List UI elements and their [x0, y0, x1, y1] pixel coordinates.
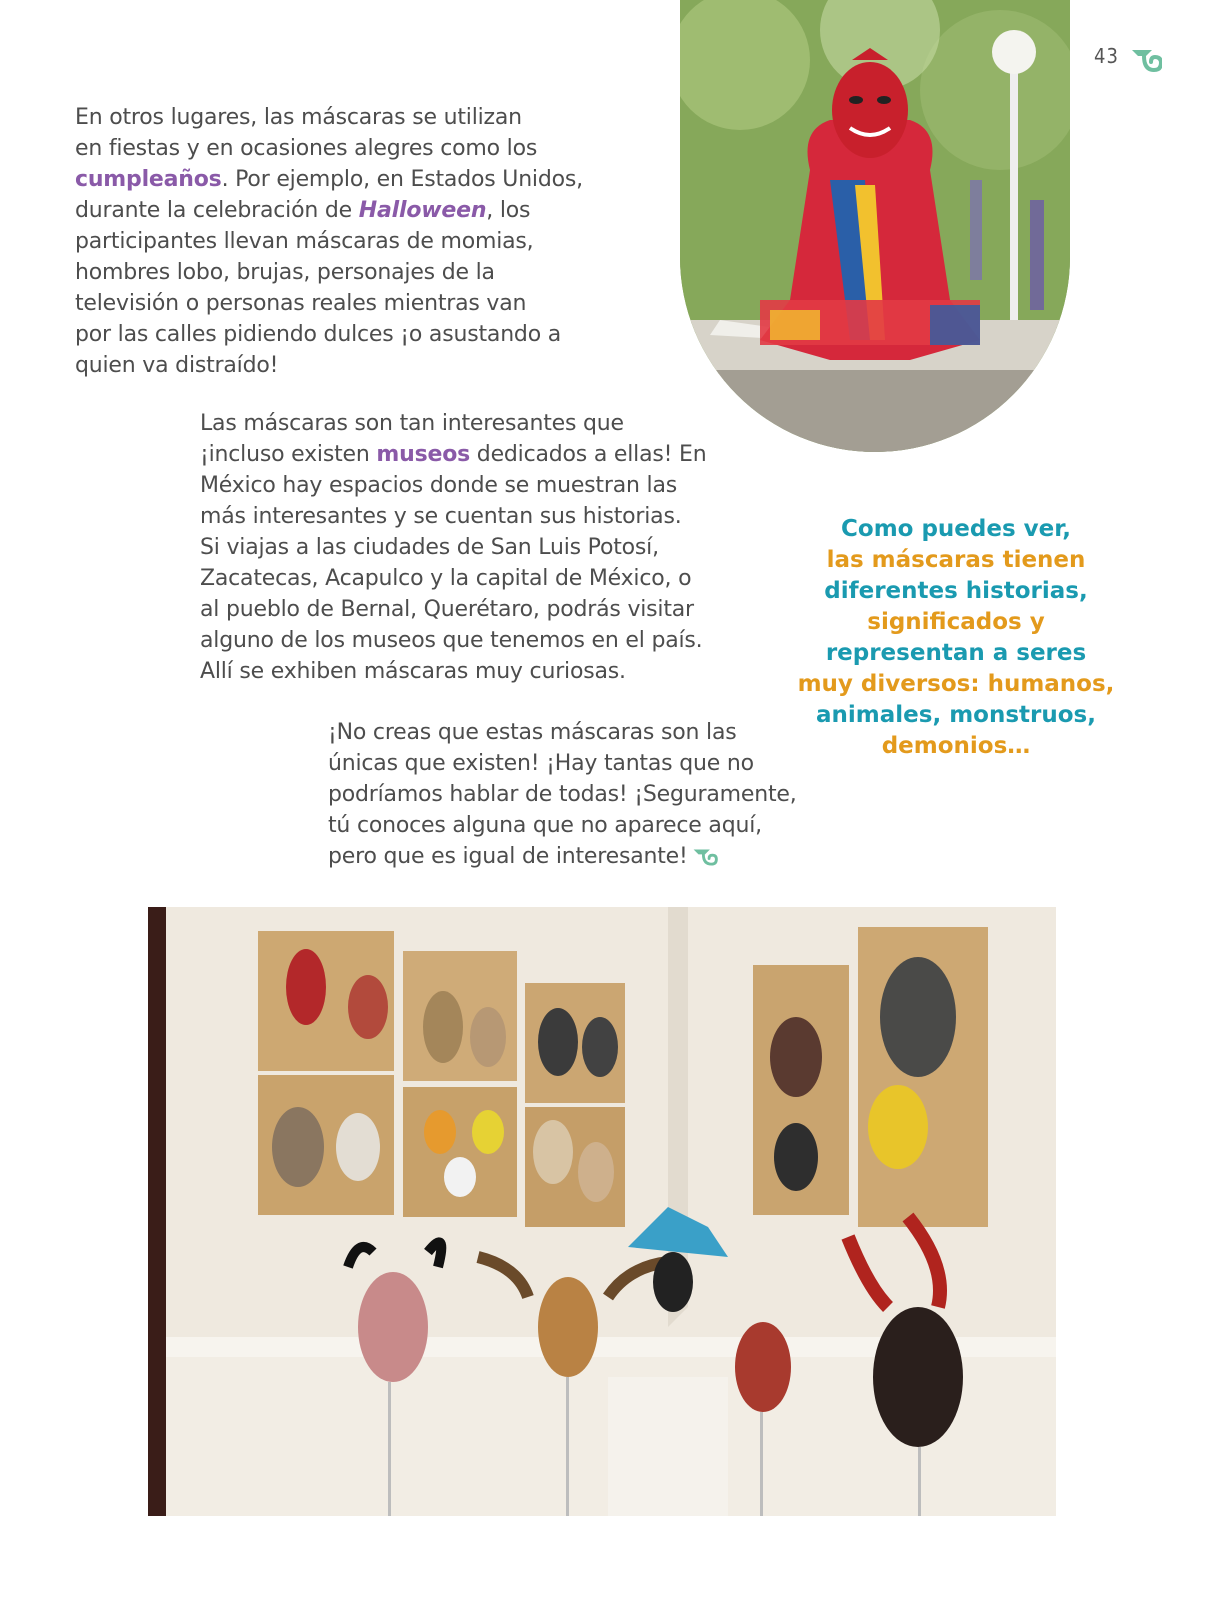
text-line: tú conoces alguna que no aparece aquí,	[328, 813, 762, 838]
text-line: participantes llevan máscaras de momias,	[75, 229, 534, 254]
paragraph-museums	[200, 408, 706, 687]
paragraph-halloween	[75, 102, 583, 381]
text-line: Zacatecas, Acapulco y la capital de México, o	[200, 566, 692, 591]
section-logo-icon	[1130, 44, 1162, 74]
text-line: México hay espacios donde se muestran las	[200, 473, 677, 498]
text-line: pero que es igual de interesante!	[328, 841, 797, 872]
mask-museum-photo	[148, 907, 1056, 1516]
callout-summary	[790, 514, 1122, 762]
text-line: cumpleaños. Por ejemplo, en Estados Unidos,	[75, 167, 583, 192]
text-line: por las calles pidiendo dulces ¡o asustando a	[75, 322, 562, 347]
text-line: hombres lobo, brujas, personajes de la	[75, 260, 495, 285]
text-line: alguno de los museos que tenemos en el país.	[200, 628, 703, 653]
text-line: más interesantes y se cuentan sus historias.	[200, 504, 682, 529]
callout-line: animales, monstruos,	[816, 702, 1096, 728]
keyword-cumpleanos: cumpleaños	[75, 167, 222, 192]
text-line: Si viajas a las ciudades de San Luis Potosí,	[200, 535, 659, 560]
text-line: Allí se exhiben máscaras muy curiosas.	[200, 659, 626, 684]
callout-line: muy diversos: humanos,	[797, 671, 1115, 697]
keyword-halloween: Halloween	[358, 198, 487, 223]
callout-line: Como puedes ver,	[841, 516, 1071, 542]
callout-line: demonios…	[881, 733, 1031, 759]
text-line: En otros lugares, las máscaras se utilizan	[75, 105, 522, 130]
page-number: 43	[1094, 44, 1119, 68]
text-line: Las máscaras son tan interesantes que	[200, 411, 624, 436]
text-line: podríamos hablar de todas! ¡Seguramente,	[328, 782, 797, 807]
end-of-text-icon	[692, 846, 718, 866]
paragraph-closing	[328, 717, 797, 872]
text-line: ¡No creas que estas máscaras son las	[328, 720, 737, 745]
callout-line: representan a seres	[825, 640, 1087, 666]
callout-line: diferentes historias,	[824, 578, 1088, 604]
text-line: en fiestas y en ocasiones alegres como los	[75, 136, 538, 161]
text-line: ¡incluso existen museos dedicados a ellas! En	[200, 442, 707, 467]
keyword-museos: museos	[376, 442, 471, 467]
text-line: televisión o personas reales mientras van	[75, 291, 527, 316]
masked-dancer-photo	[680, 0, 1070, 452]
callout-line: significados y	[867, 609, 1045, 635]
text-line: durante la celebración de Halloween, los	[75, 198, 531, 223]
callout-line: las máscaras tienen	[826, 547, 1086, 573]
text-line: al pueblo de Bernal, Querétaro, podrás visitar	[200, 597, 694, 622]
text-line: únicas que existen! ¡Hay tantas que no	[328, 751, 754, 776]
text-line: quien va distraído!	[75, 353, 279, 378]
